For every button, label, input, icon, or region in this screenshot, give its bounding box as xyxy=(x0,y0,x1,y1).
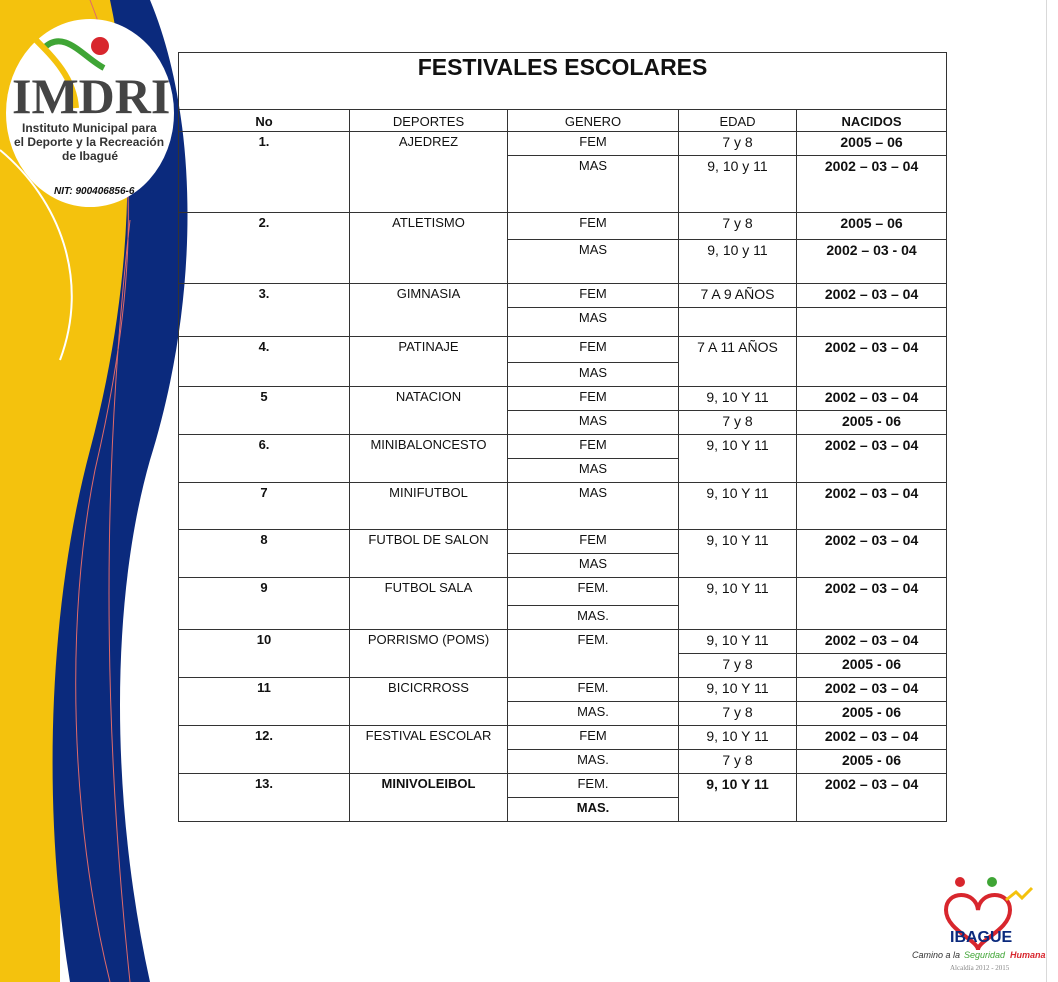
row-edad: 7 y 8 xyxy=(679,654,797,678)
row-genero: MAS xyxy=(508,459,679,483)
row-no: 13. xyxy=(179,774,350,822)
svg-text:IBAGUE: IBAGUE xyxy=(950,929,1013,946)
row-nacidos: 2002 – 03 – 04 xyxy=(797,435,947,483)
table-row xyxy=(179,284,947,308)
row-edad: 7 y 8 xyxy=(679,411,797,435)
row-edad: 9, 10 Y 11 xyxy=(679,530,797,578)
row-no: 8 xyxy=(179,530,350,578)
row-edad: 9, 10 Y 11 xyxy=(679,678,797,702)
row-edad: 9, 10 Y 11 xyxy=(679,435,797,483)
row-nacidos: 2005 - 06 xyxy=(797,411,947,435)
row-genero: FEM. xyxy=(508,630,679,678)
row-deporte: MINIVOLEIBOL xyxy=(350,774,508,822)
row-edad: 9, 10 Y 11 xyxy=(679,578,797,630)
table-row xyxy=(179,726,947,750)
row-genero: MAS. xyxy=(508,798,679,822)
row-genero: MAS. xyxy=(508,606,679,630)
row-no: 6. xyxy=(179,435,350,483)
row-genero: MAS xyxy=(508,411,679,435)
row-no: 9 xyxy=(179,578,350,630)
row-edad: 9, 10 Y 11 xyxy=(679,483,797,530)
row-edad: 9, 10 Y 11 xyxy=(679,774,797,822)
row-no: 11 xyxy=(179,678,350,726)
table-row xyxy=(179,132,947,156)
svg-text:Camino a la: Camino a la xyxy=(912,950,961,960)
row-nacidos xyxy=(797,308,947,337)
row-genero: FEM xyxy=(508,284,679,308)
svg-text:IMDRI: IMDRI xyxy=(12,68,171,124)
row-deporte: ATLETISMO xyxy=(350,213,508,284)
svg-text:el Deporte y la Recreación: el Deporte y la Recreación xyxy=(14,135,165,149)
table-row xyxy=(179,774,947,798)
row-edad: 7 y 8 xyxy=(679,132,797,156)
imdri-logo xyxy=(4,18,176,208)
row-genero: FEM xyxy=(508,435,679,459)
row-nacidos: 2005 - 06 xyxy=(797,654,947,678)
row-nacidos: 2002 – 03 – 04 xyxy=(797,578,947,630)
row-deporte: NATACION xyxy=(350,387,508,435)
row-deporte: MINIFUTBOL xyxy=(350,483,508,530)
row-no: 7 xyxy=(179,483,350,530)
row-edad: 9, 10 Y 11 xyxy=(679,726,797,750)
row-edad: 9, 10 Y 11 xyxy=(679,387,797,411)
row-edad: 7 A 9 AÑOS xyxy=(679,284,797,308)
row-no: 3. xyxy=(179,284,350,337)
row-genero: MAS xyxy=(508,483,679,530)
row-edad: 9, 10 y 11 xyxy=(679,156,797,213)
row-nacidos: 2005 - 06 xyxy=(797,750,947,774)
row-no: 12. xyxy=(179,726,350,774)
row-no: 4. xyxy=(179,337,350,387)
row-nacidos: 2002 – 03 – 04 xyxy=(797,156,947,213)
row-genero: MAS. xyxy=(508,750,679,774)
row-genero: FEM. xyxy=(508,578,679,606)
header-row xyxy=(179,110,947,132)
svg-text:Humana: Humana xyxy=(1010,950,1046,960)
row-edad: 9, 10 Y 11 xyxy=(679,630,797,654)
row-genero: MAS xyxy=(508,308,679,337)
row-deporte: FESTIVAL ESCOLAR xyxy=(350,726,508,774)
table-row xyxy=(179,678,947,702)
row-nacidos: 2002 – 03 – 04 xyxy=(797,483,947,530)
row-nacidos: 2002 – 03 - 04 xyxy=(797,240,947,284)
row-no: 2. xyxy=(179,213,350,284)
row-genero: FEM xyxy=(508,530,679,554)
svg-text:Seguridad: Seguridad xyxy=(964,950,1006,960)
header-edad: EDAD xyxy=(679,110,797,132)
row-nacidos: 2005 – 06 xyxy=(797,213,947,240)
table-row xyxy=(179,213,947,240)
row-deporte: BICICRROSS xyxy=(350,678,508,726)
row-genero: FEM xyxy=(508,132,679,156)
row-no: 5 xyxy=(179,387,350,435)
row-genero: MAS. xyxy=(508,702,679,726)
row-nacidos: 2002 – 03 – 04 xyxy=(797,678,947,702)
svg-text:de Ibagué: de Ibagué xyxy=(62,149,119,163)
table-row xyxy=(179,337,947,363)
header-genero: GENERO xyxy=(508,110,679,132)
row-deporte: MINIBALONCESTO xyxy=(350,435,508,483)
table-row xyxy=(179,483,947,530)
row-genero: FEM. xyxy=(508,678,679,702)
svg-text:Instituto Municipal para: Instituto Municipal para xyxy=(22,121,157,135)
svg-text:NIT: 900406856-6: NIT: 900406856-6 xyxy=(54,186,135,197)
row-edad: 7 y 8 xyxy=(679,213,797,240)
row-nacidos: 2002 – 03 – 04 xyxy=(797,774,947,822)
row-genero: FEM xyxy=(508,337,679,363)
row-nacidos: 2002 – 03 – 04 xyxy=(797,530,947,578)
row-nacidos: 2002 – 03 – 04 xyxy=(797,337,947,387)
row-genero: FEM xyxy=(508,726,679,750)
header-no: No xyxy=(179,110,350,132)
row-genero: MAS xyxy=(508,240,679,284)
table-title: FESTIVALES ESCOLARES xyxy=(179,53,947,110)
festivales-table xyxy=(178,52,947,822)
row-nacidos: 2002 – 03 – 04 xyxy=(797,726,947,750)
table-row xyxy=(179,435,947,459)
row-nacidos: 2005 – 06 xyxy=(797,132,947,156)
table-row xyxy=(179,630,947,654)
row-no: 10 xyxy=(179,630,350,678)
row-genero: FEM. xyxy=(508,774,679,798)
header-nacidos: NACIDOS xyxy=(797,110,947,132)
row-deporte: AJEDREZ xyxy=(350,132,508,213)
row-nacidos: 2002 – 03 – 04 xyxy=(797,630,947,654)
svg-text:Alcaldía 2012 - 2015: Alcaldía 2012 - 2015 xyxy=(950,964,1010,972)
row-nacidos: 2002 – 03 – 04 xyxy=(797,284,947,308)
row-genero: FEM xyxy=(508,387,679,411)
row-deporte: PORRISMO (POMS) xyxy=(350,630,508,678)
row-genero: MAS xyxy=(508,156,679,213)
row-edad: 9, 10 y 11 xyxy=(679,240,797,284)
table-row xyxy=(179,387,947,411)
row-nacidos: 2005 - 06 xyxy=(797,702,947,726)
table-row xyxy=(179,530,947,554)
row-edad xyxy=(679,308,797,337)
row-edad: 7 y 8 xyxy=(679,702,797,726)
row-deporte: FUTBOL SALA xyxy=(350,578,508,630)
ibague-logo xyxy=(906,870,1052,976)
row-genero: MAS xyxy=(508,363,679,387)
row-genero: MAS xyxy=(508,554,679,578)
page-edge-line xyxy=(1046,0,1047,982)
table-row xyxy=(179,578,947,606)
row-deporte: FUTBOL DE SALON xyxy=(350,530,508,578)
row-edad: 7 A 11 AÑOS xyxy=(679,337,797,387)
row-deporte: GIMNASIA xyxy=(350,284,508,337)
row-nacidos: 2002 – 03 – 04 xyxy=(797,387,947,411)
header-deportes: DEPORTES xyxy=(350,110,508,132)
row-deporte: PATINAJE xyxy=(350,337,508,387)
row-genero: FEM xyxy=(508,213,679,240)
row-no: 1. xyxy=(179,132,350,213)
row-edad: 7 y 8 xyxy=(679,750,797,774)
